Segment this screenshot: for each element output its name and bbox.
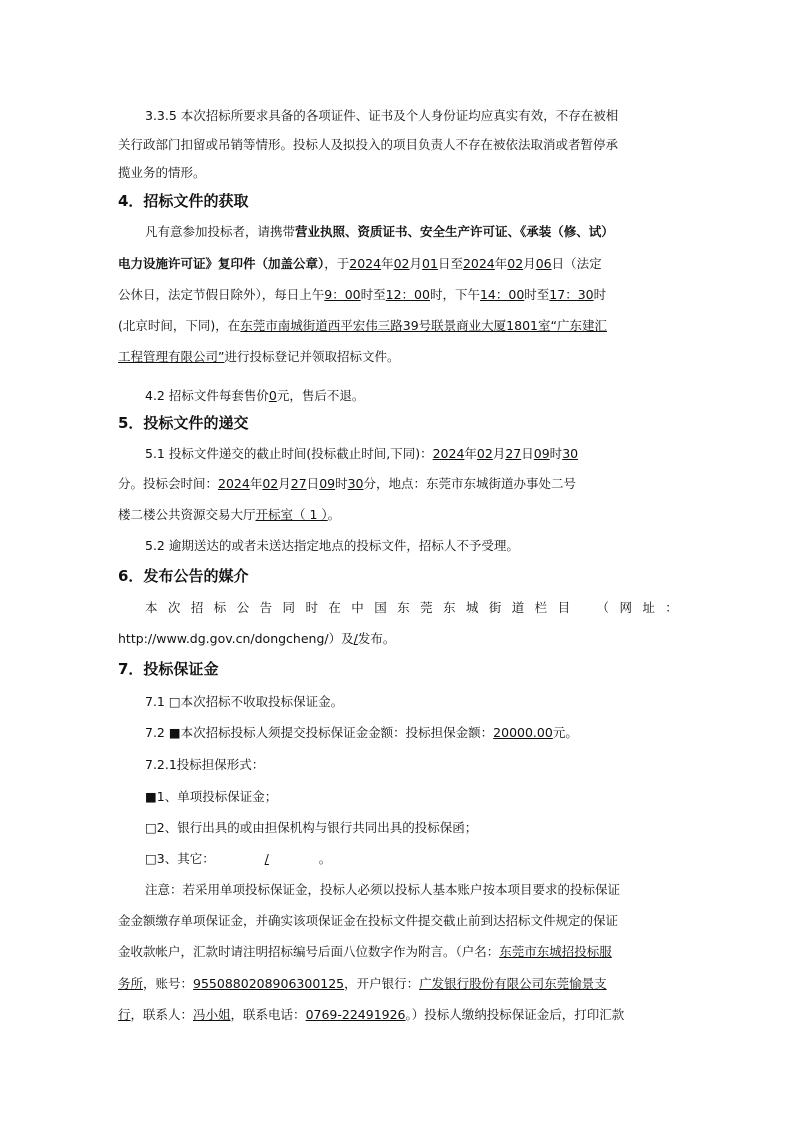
clause-7-1: 7.1 □本次招标不收取投标保证金。 (145, 694, 344, 709)
clause-5-1-line1: 5.1 投标文件递交的截止时间(投标截止时间,下同)：2024年02月27日09时30 (145, 446, 579, 461)
note-line5: 行，联系人：冯小姐，联系电话：0769-22491926。）投标人缴纳投标保证金后，打印汇款 (118, 1007, 625, 1022)
section-4-line4: (北京时间，下同)，在东莞市南城街道西平宏伟三路39号联景商业大厦1801室“广东建汇 (118, 318, 607, 333)
clause-5-2: 5.2 逾期送达的或者未送达指定地点的投标文件，招标人不予受理。 (145, 538, 519, 553)
note-line4: 务所，账号：9550880208906300125，开户银行：广发银行股份有限公司东莞愉景支 (118, 976, 607, 991)
clause-7-2: 7.2 ■本次招标投标人须提交投标保证金金额：投标担保金额：20000.00元。 (145, 725, 578, 740)
section-6-heading: 6．发布公告的媒介 (118, 567, 249, 585)
guarantee-option-1: ■1、单项投标保证金； (145, 789, 278, 804)
media-url[interactable]: http://www.dg.gov.cn/dongcheng/）及 (118, 631, 354, 646)
clause-7-2-1: 7.2.1投标担保形式： (145, 757, 265, 772)
clause-3-3-5-line3: 揽业务的情形。 (118, 165, 206, 180)
note-line3: 金收款帐户，汇款时请注明招标编号后面八位数字作为附言。（户名：东莞市东城招投标服 (118, 944, 612, 959)
clause-4-2: 4.2 招标文件每套售价0元，售后不退。 (145, 388, 365, 403)
note-line1: 注意：若采用单项投标保证金，投标人必须以投标人基本账户按本项目要求的投标保证 (145, 882, 621, 897)
section-4-line3: 公休日，法定节假日除外），每日上午9：00时至12：00时，下午14：00时至17：30时 (118, 287, 607, 302)
note-line2: 金金额缴存单项保证金，并确实该项保证金在投标文件提交截止前到达招标文件规定的保证 (118, 913, 619, 928)
guarantee-option-3: □3、其它： / 。 (145, 851, 332, 866)
clause-3-3-5-line2: 关行政部门扣留或吊销等情形。投标人及拟投入的项目负责人不存在被依法取消或者暂停承 (118, 137, 619, 152)
section-4-line1: 凡有意参加投标者，请携带营业执照、资质证书、安全生产许可证、《承装（修、试） (145, 224, 614, 239)
section-4-line2: 电力设施许可证》复印件（加盖公章），于2024年02月01日至2024年02月06日（法定 (118, 256, 602, 271)
guarantee-option-2: □2、银行出具的或由担保机构与银行共同出具的投标保函； (145, 820, 478, 835)
clause-3-3-5-line1: 3.3.5 本次招标所要求具备的各项证件、证书及个人身份证均应真实有效，不存在被相 (145, 108, 619, 123)
section-4-line5: 工程管理有限公司”进行投标登记并领取招标文件。 (118, 349, 400, 364)
section-6-line1: 本 次 招 标 公 告 同 时 在 中 国 东 莞 东 城 街 道 栏 目 （ 网 址 ： (145, 600, 678, 615)
section-7-heading: 7．投标保证金 (118, 660, 219, 678)
clause-5-1-line3: 楼二楼公共资源交易大厅开标室（ 1 ）。 (118, 507, 341, 522)
section-6-line2: http://www.dg.gov.cn/dongcheng/）及/发布。 (118, 631, 396, 646)
section-4-heading: 4．招标文件的获取 (118, 192, 249, 210)
clause-5-1-line2: 分。投标会时间：2024年02月27日09时30分，地点：东莞市东城街道办事处二号 (118, 476, 577, 491)
section-5-heading: 5．投标文件的递交 (118, 414, 249, 432)
